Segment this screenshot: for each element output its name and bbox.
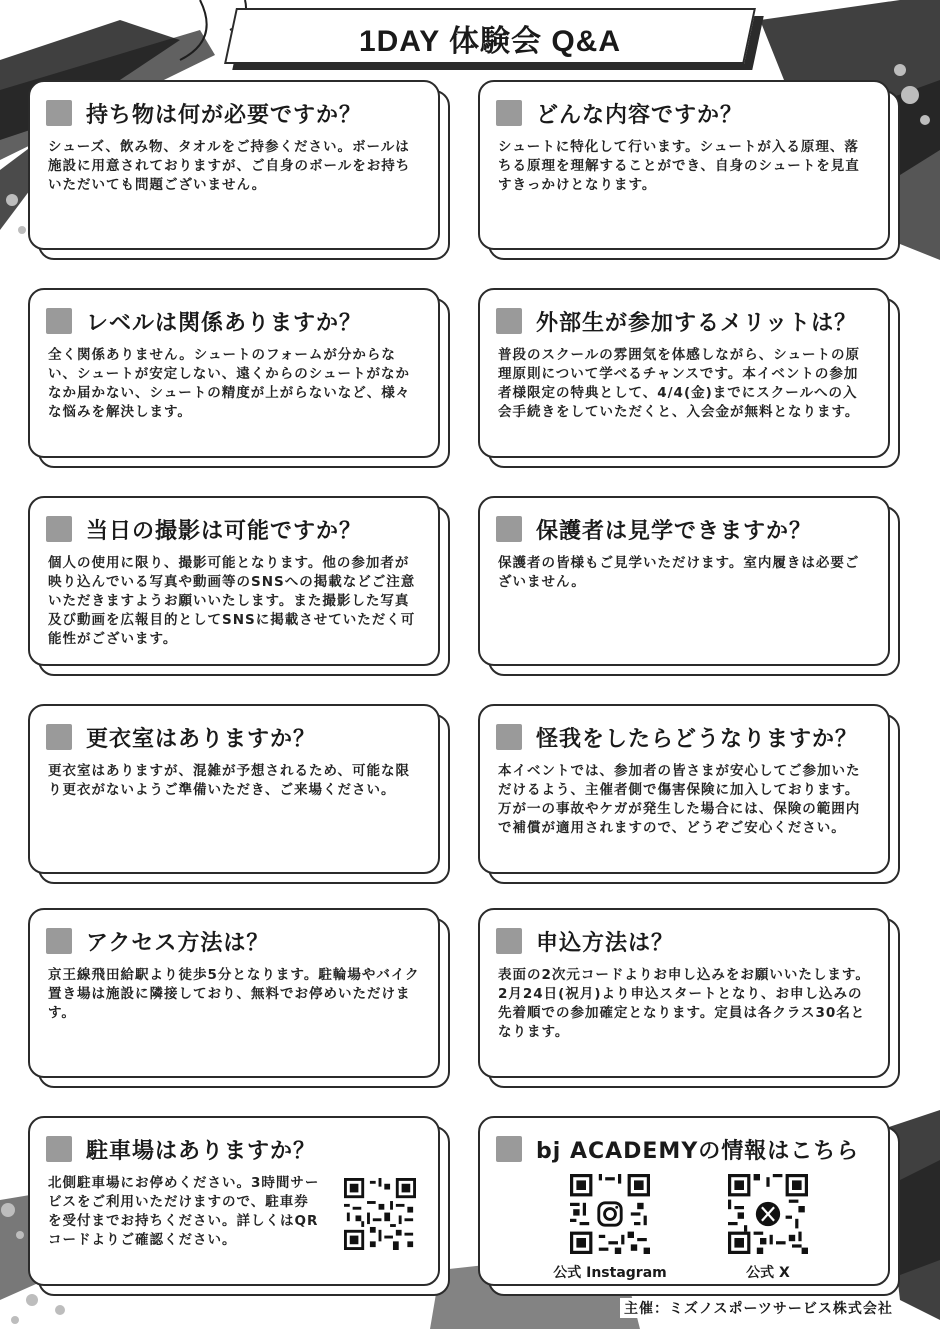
qa-card-injury xyxy=(478,704,890,874)
question-title: どんな内容ですか？ xyxy=(536,102,744,128)
question-title: 当日の撮影は可能ですか？ xyxy=(86,518,363,544)
x-caption: 公式 X xyxy=(746,1265,790,1281)
qa-card-locker xyxy=(28,704,440,874)
question-marker xyxy=(496,100,522,126)
question-marker xyxy=(496,724,522,750)
answer-text: 個人の使用に限り、撮影可能となります。他の参加者が映り込んでいる写真や動画等のSNSへの掲載などご注意いただきますようお願いいたします。また撮影した写真及び動画を広報目的としてSNSに掲載させていただく可能性がございます。 xyxy=(48,555,416,647)
question-title: 駐車場はありますか？ xyxy=(86,1138,317,1164)
question-marker xyxy=(46,1136,72,1162)
question-title: 持ち物は何が必要ですか？ xyxy=(86,102,363,128)
answer-text: 北側駐車場にお停めください。3時間サービスをご利用いただけますので、駐車券を受付までお持ちください。詳しくはQRコードよりご確認ください。 xyxy=(48,1175,320,1248)
organizer-footer: 主催：ミズノスポーツサービス株式会社 xyxy=(620,1298,897,1318)
qa-card-photo xyxy=(28,496,440,666)
question-title: 申込方法は？ xyxy=(536,930,675,956)
answer-text: 表面の2次元コードよりお申し込みをお願いいたします。2月24日(祝月)より申込スタートとなり、お申し込みの先着順での参加確定となります。定員は各クラス30名となります。 xyxy=(498,967,870,1040)
question-marker xyxy=(46,308,72,334)
answer-text: 保護者の皆様もご見学いただけます。室内履きは必要ございません。 xyxy=(498,555,860,590)
question-marker xyxy=(46,928,72,954)
question-marker xyxy=(46,100,72,126)
instagram-caption: 公式 Instagram xyxy=(553,1265,667,1281)
qa-card-guardian xyxy=(478,496,890,666)
question-title: 外部生が参加するメリットは？ xyxy=(536,310,858,336)
qa-card-content xyxy=(478,80,890,250)
answer-text: シュートに特化して行います。シュートが入る原理、落ちる原理を理解することができ、自身のシュートを見直すきっかけとなります。 xyxy=(498,139,860,193)
question-marker xyxy=(496,1136,522,1162)
question-title: 保護者は見学できますか？ xyxy=(536,518,813,544)
qa-card-items xyxy=(28,80,440,250)
question-marker xyxy=(496,928,522,954)
x-qr-code[interactable] xyxy=(728,1174,808,1254)
parking-qr-code[interactable] xyxy=(344,1178,416,1250)
answer-text: 全く関係ありません。シュートのフォームが分からない、シュートが安定しない、遠くからのシュートがなかなか届かない、シュートの精度が上がらないなど、様々な悩みを解決します。 xyxy=(48,347,411,420)
question-title: 更衣室はありますか？ xyxy=(86,726,317,752)
qa-card-apply xyxy=(478,908,890,1078)
instagram-qr-code[interactable] xyxy=(570,1174,650,1254)
question-title: bj ACADEMYの情報はこちら xyxy=(536,1138,860,1164)
title-banner xyxy=(230,8,750,64)
question-marker xyxy=(46,516,72,542)
question-marker xyxy=(46,724,72,750)
qa-card-merit xyxy=(478,288,890,458)
qa-card-academy xyxy=(478,1116,890,1286)
page-title: 1DAY 体験会 Q&A xyxy=(358,25,622,58)
question-title: レベルは関係ありますか？ xyxy=(86,310,363,336)
answer-text: 更衣室はありますが、混雑が予想されるため、可能な限り更衣がないようご準備いただき、ご来場ください。 xyxy=(48,763,410,798)
question-title: アクセス方法は？ xyxy=(86,930,270,956)
question-title: 怪我をしたらどうなりますか？ xyxy=(536,726,859,752)
answer-text: シューズ、飲み物、タオルをご持参ください。ボールは施設に用意されておりますが、ご自身のボールをお持ちいただいても問題ございません。 xyxy=(48,139,411,193)
answer-text: 本イベントでは、参加者の皆さまが安心してご参加いただけるよう、主催者側で傷害保険に加入しております。万が一の事故やケガが発生した場合には、保険の範囲内で補償が適用されますので、どうぞご安心ください。 xyxy=(498,763,861,836)
question-marker xyxy=(496,308,522,334)
qa-card-level xyxy=(28,288,440,458)
question-marker xyxy=(496,516,522,542)
answer-text: 普段のスクールの雰囲気を体感しながら、シュートの原理原則について学べるチャンスです。本イベントの参加者様限定の特典として、4/4(金)までにスクールへの入会手続きをしていただくと、入会金が無料となります。 xyxy=(498,347,860,420)
qa-card-access xyxy=(28,908,440,1078)
answer-text: 京王線飛田給駅より徒歩5分となります。駐輪場やバイク置き場は施設に隣接しており、無料でお停めいただけます。 xyxy=(48,967,420,1021)
qa-card-parking xyxy=(28,1116,440,1286)
